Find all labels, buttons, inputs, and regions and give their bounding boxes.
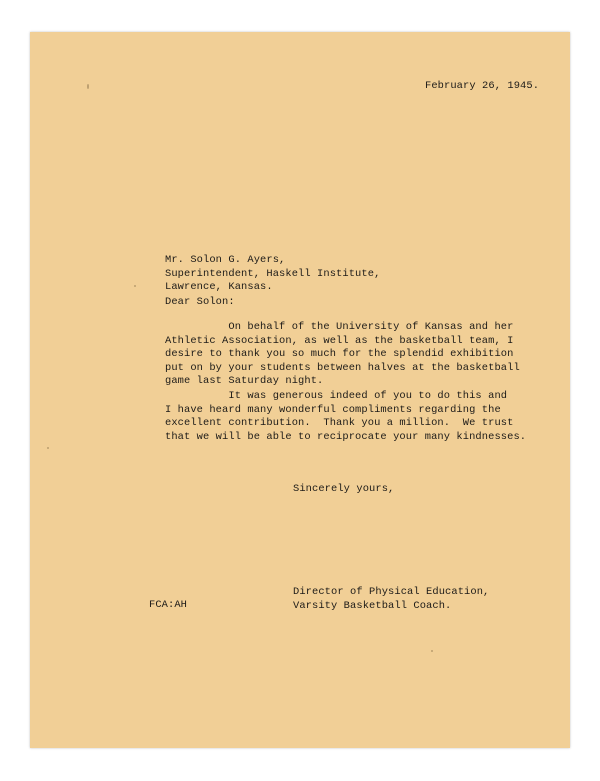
paragraph-line: Athletic Association, as well as the basketball team, I: [165, 334, 514, 347]
complimentary-closing: Sincerely yours,: [293, 483, 395, 495]
address-line: Mr. Solon G. Ayers,: [165, 254, 286, 266]
typist-initials: FCA:AH: [149, 599, 188, 611]
paragraph-line: put on by your students between halves at the basketball: [165, 361, 520, 374]
body-paragraph-1: [165, 321, 520, 389]
paragraph-line: that we will be able to reciprocate your many kindnesses.: [165, 430, 527, 443]
address-line: Superintendent, Haskell Institute,: [165, 267, 381, 280]
body-paragraph-2: [165, 390, 526, 444]
paragraph-line: I have heard many wonderful compliments regarding the: [165, 403, 501, 416]
salutation: Dear Solon:: [165, 296, 235, 308]
address-line: Lawrence, Kansas.: [165, 281, 273, 294]
paragraph-line: It was generous indeed of you to do this and: [165, 390, 508, 402]
signature-line: Varsity Basketball Coach.: [293, 599, 452, 612]
signature-block: [293, 586, 489, 613]
paragraph-line: game last Saturday night.: [165, 375, 324, 388]
letter-date: February 26, 1945.: [425, 80, 540, 92]
letter-page: [30, 32, 570, 748]
paragraph-line: desire to thank you so much for the splendid exhibition: [165, 348, 514, 361]
signature-line: Director of Physical Education,: [293, 586, 490, 598]
paragraph-line: excellent contribution. Thank you a million. We trust: [165, 417, 514, 430]
paragraph-line: On behalf of the University of Kansas and her: [165, 321, 514, 333]
recipient-address: [165, 254, 380, 295]
